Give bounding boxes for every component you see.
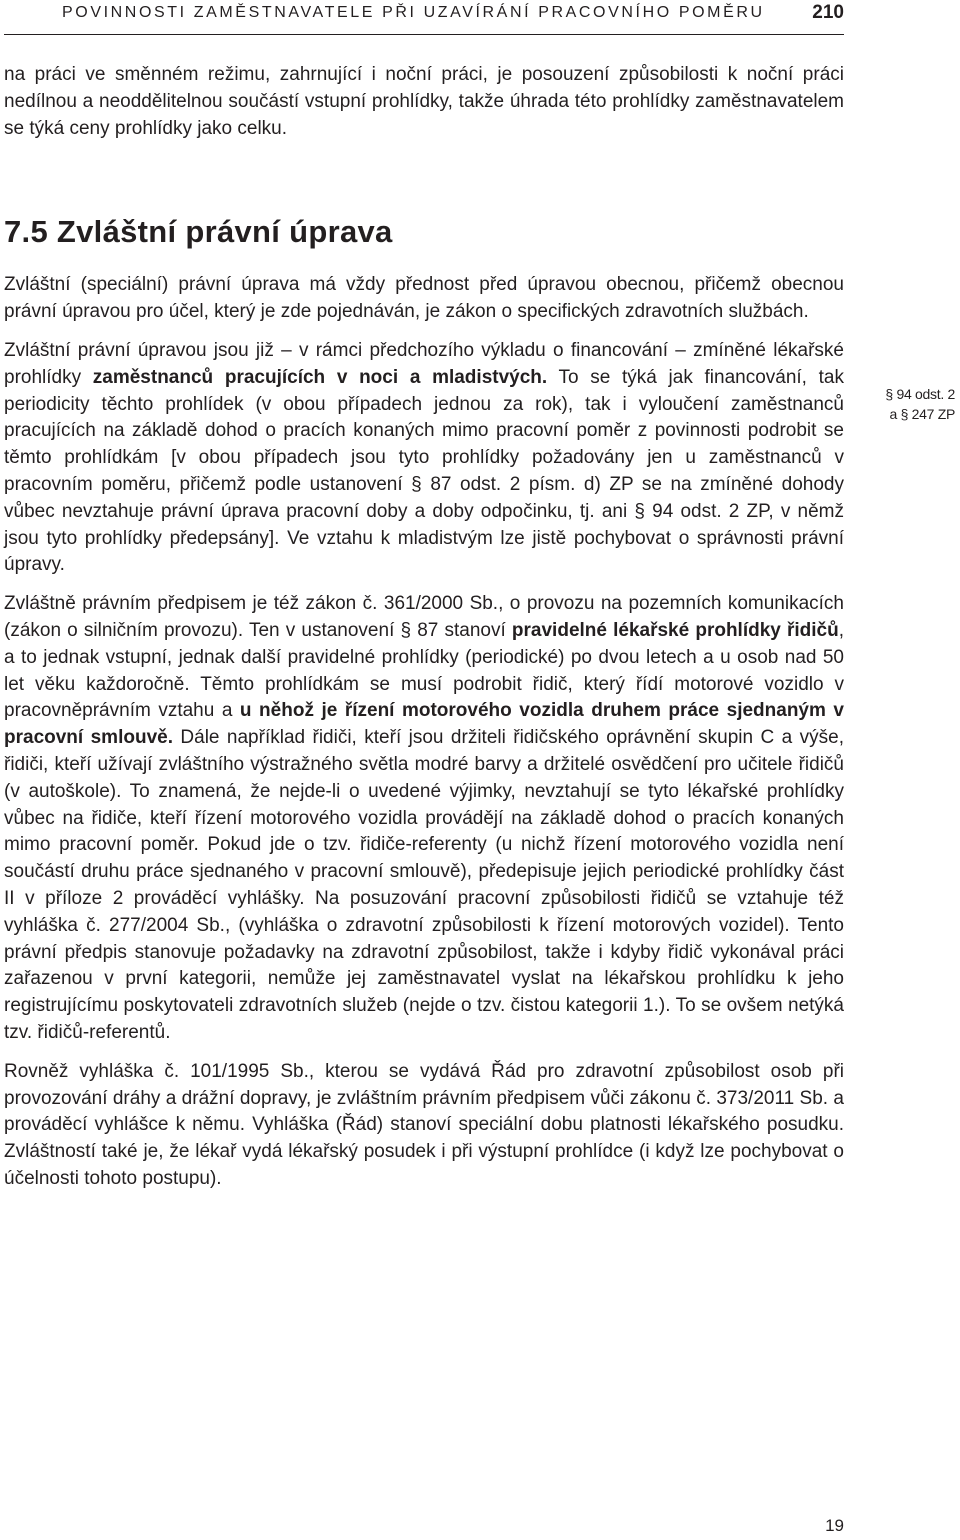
running-header <box>4 0 844 35</box>
paragraph-night-and-minors <box>4 338 844 579</box>
text-run: To se týká jak financování, tak periodicity těchto prohlídek (v obou případech jednou za rok), tak i vyloučení zaměstnanců pracujících na základě dohod o pracích konaných mimo pracovní poměr z povinnosti podrobit se těmto prohlídkám [v obou případech jsou tyto prohlídky požadovány jen u zaměstnanců v pracovním poměru, přičemž podle ustanovení § 87 odst. 2 písm. d) ZP se na zmíněné dohody vůbec nevztahuje právní úprava pracovní doby a doby odpočinku, tj. ani § 94 odst. 2 ZP, v němž jsou tyto prohlídky předepsány]. Ve vztahu k mladistvým lze jistě pochybovat o správnosti právní úpravy. <box>4 366 844 576</box>
paragraph-drivers <box>4 591 844 1047</box>
text-run: Dále například řidiči, kteří jsou držiteli řidičského oprávnění skupin C a výše, řidiči, kteří užívají zvláštního výstražného světla modré barvy a držitelé osvědčení pro učitele řidičů (v autoškole). To znamená, že nejde-li o uvedené výjimky, nevztahují se tyto lékařské prohlídky vůbec na řidiče, kteří řízení motorového vozidla provádějí na základě dohod o pracích konaných mimo pracovní poměr. Pokud jde o tzv. řidiče-referenty (u nichž řízení motorového vozidla není součástí druhu práce sjednaného v pracovní smlouvě), předepisuje jejich periodické prohlídky část II v příloze 2 prováděcí vyhlášky. Na posuzování pracovní způsobilosti řidičů se vztahuje též vyhláška č. 277/2004 Sb., (vyhláška o zdravotní způsobilosti k řízení motorových vozidel). Tento právní předpis stanovuje požadavky na zdravotní způsobilost, takže i kdyby řidič vykonával práci zařazenou v první kategorii, nemůže jej zaměstnavatel vyslat na lékařskou prohlídku k jeho registrujícímu poskytovateli zdravotních služeb (nejde o tzv. čistou kategorii 1.). To se ovšem netýká tzv. řidičů-referentů. <box>4 727 844 1043</box>
text-run: Zvláštně právním předpisem je též zákon č. 361/2000 Sb., o provozu na pozemních komunikacích (zákon o silničním provozu). Ten v ustanovení § 87 stanoví <box>4 593 844 641</box>
intro-paragraph: na práci ve směnném režimu, zahrnující i noční práci, je posouzení způsobilosti k noční práci nedílnou a neoddělitelnou součástí vstupní prohlídky, takže úhrada této prohlídky zaměstnavatelem se týká ceny prohlídky jako celku. <box>4 64 844 139</box>
page-number: 19 <box>825 1516 844 1535</box>
margin-note-line: § 94 odst. 2 <box>885 386 955 402</box>
paragraph-general-rule: Zvláštní (speciální) právní úprava má vždy přednost před úpravou obecnou, přičemž obecnou právní úpravou pro účel, který je zde pojednáván, je zákon o specifických zdravotních službách. <box>4 274 844 323</box>
paragraph-railway: Rovněž vyhláška č. 101/1995 Sb., kterou se vydává Řád pro zdravotní způsobilost osob při provozování dráhy a drážní dopravy, je zvláštním právním předpisem vůči zákonu č. 373/2011 Sb. a prováděcí vyhlášce k němu. Vyhláška (Řád) stanoví speciální dobu platnosti lékařského posudku. Zvláštností také je, že lékař vydá lékařský posudek i při výstupní prohlídce (i když lze pochybovat o účelnosti tohoto postupu). <box>4 1060 844 1189</box>
text-run: , a to jednak vstupní, jednak další pravidelné prohlídky (periodické) po dvou letech a u osob nad 50 let věku každoročně. Těmto prohlídkám se musí podrobit řidič, který řídí motorové vozidlo v pracovněprávním vztahu a <box>4 619 845 722</box>
main-text <box>4 62 844 1193</box>
bold-run: u něhož je řízení motorového vozidla druhem práce sjednaným v pracovní smlouvě. <box>4 700 844 749</box>
bold-run: zaměstnanců pracujících v noci a mladistvých. <box>92 366 548 388</box>
text-run: Zvláštní právní úpravou jsou již – v rámci předchozího výkladu o financování – zmíněné lékařské prohlídky <box>4 339 844 388</box>
bold-run: pravidelné lékařské prohlídky řidičů <box>511 619 839 641</box>
margin-note <box>873 384 955 424</box>
section-heading: 7.5 Zvláštní právní úprava <box>4 214 393 250</box>
margin-note-line: a § 247 ZP <box>889 406 955 422</box>
running-header-title: POVINNOSTI ZAMĚSTNAVATELE PŘI UZAVÍRÁNÍ PRACOVNÍHO POMĚRU <box>62 4 765 21</box>
running-header-page-ref: 210 <box>812 2 844 23</box>
